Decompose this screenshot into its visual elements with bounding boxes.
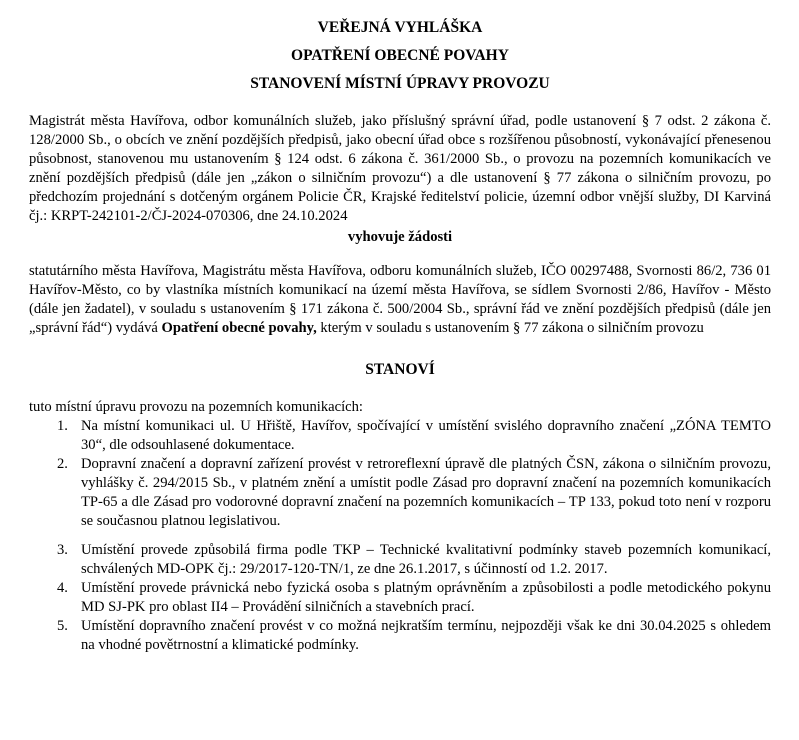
paragraph-applicant-start: statutárního města Havířova, Magistrátu města Havířova, odboru komunálních služeb, IČO 00297488, Svornosti 86/2, 736 01 Havířov-Město, co by vlastníka místních komunikací na území města Havířova, se sídlem Svornosti 2/86, Havířov - Město (dále jen žadatel), v souladu s ustanovením § 171 zákona č. 500/2004 Sb., správní řád ve znění pozdějších předpisů (dále jen „správní řád“) vydává (29, 263, 771, 336)
heading-vyhovuje: vyhovuje žádosti (347, 229, 453, 245)
paragraph-intro: Magistrát města Havířova, odbor komunálních služeb, jako příslušný správní úřad, podle ustanovení § 7 odst. 2 zákona č. 128/2000 Sb., o obcích ve znění pozdějších předpisů, jako obecní úřad obce s rozšířenou působností, vykonávající přenesenou působnost, stanovenou mu ustanovením § 124 odst. 6 zákona č. 361/2000 Sb., o provozu na pozemních komunikacích ve znění pozdějších předpisů (dále jen „zákon o silničním provozu“) a dle ustanovení § 77 zákona o silničním provozu, po předchozím projednání s dotčeným orgánem Policie ČR, Krajské ředitelství policie, územní odbor vnější služby, DI Karviná čj.: KRPT-242101-2/ČJ-2024-070306, dne 24.10.2024 (29, 113, 771, 224)
list-item-number: 5. (57, 618, 68, 634)
paragraph-applicant (29, 262, 771, 338)
title-verejna-vyhlaska: VEŘEJNÁ VYHLÁŠKA (317, 19, 483, 36)
list-item (29, 455, 771, 531)
list-item-number: 4. (57, 580, 68, 596)
provisions-list (29, 417, 771, 655)
title-opatreni: OPATŘENÍ OBECNÉ POVAHY (291, 47, 509, 64)
list-item-text: Dopravní značení a dopravní zařízení provést v retroreflexní úpravě dle platných ČSN, zákona o silničním provozu, vyhlášky č. 294/2015 Sb., v platném znění a umístit podle Zásad pro dopravní značení na pozemních komunikacích TP-65 a dle Zásad pro vodorovné dopravní značení na pozemních komunikacích – TP 133, pokud toto není v rozporu se současnou platnou legislativou. (81, 456, 771, 529)
list-item (29, 541, 771, 579)
paragraph-applicant-bold: Opatření obecné povahy, (161, 320, 317, 336)
list-item-number: 3. (57, 542, 68, 558)
list-item-text: Umístění provede právnická nebo fyzická osoba s platným oprávněním a způsobilosti a podle metodického pokynu MD SJ-PK pro oblast II4 – Provádění silničních a stavebních prací. (81, 580, 771, 615)
list-item (29, 617, 771, 655)
heading-stanovi: STANOVÍ (365, 361, 435, 378)
list-intro: tuto místní úpravu provozu na pozemních komunikacích: (29, 399, 363, 415)
title-stanoveni: STANOVENÍ MÍSTNÍ ÚPRAVY PROVOZU (250, 75, 550, 92)
list-item (29, 579, 771, 617)
list-item-text: Na místní komunikaci ul. U Hřiště, Havířov, spočívající v umístění svislého dopravního značení „ZÓNA TEMTO 30“, dle odsouhlasené dokumentace. (81, 418, 771, 453)
list-item (29, 417, 771, 455)
list-item-number: 2. (57, 456, 68, 472)
list-item-text: Umístění provede způsobilá firma podle TKP – Technické kvalitativní podmínky staveb pozemních komunikací, schválených MD-OPK čj.: 29/2017-120-TN/1, ze dne 26.1.2017, s účinností od 1.2. 2017. (81, 542, 771, 577)
list-item-number: 1. (57, 418, 68, 434)
list-item-text: Umístění dopravního značení provést v co možná nejkratším termínu, nejpozději však ke dni 30.04.2025 s ohledem na vhodné povětrnostní a klimatické podmínky. (81, 618, 771, 653)
paragraph-applicant-end: kterým v souladu s ustanovením § 77 zákona o silničním provozu (316, 320, 704, 336)
